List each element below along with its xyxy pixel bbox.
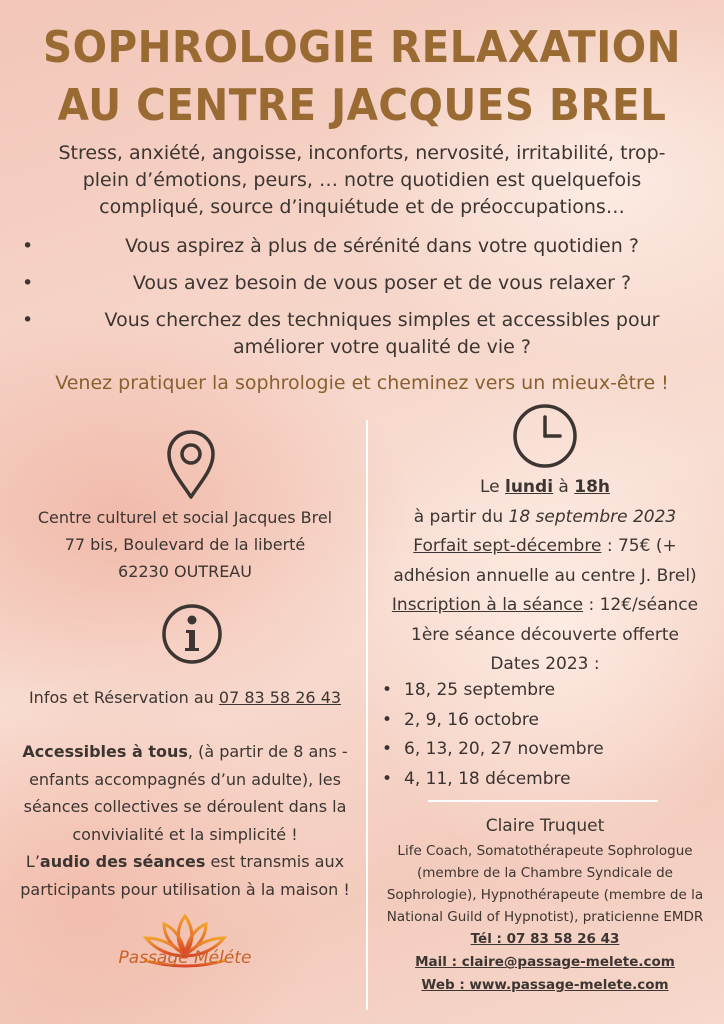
practitioner-name: Claire Truquet	[485, 816, 605, 836]
schedule-text: à partir du	[413, 506, 509, 527]
description-text: séances collectives se déroulent dans la	[23, 797, 347, 816]
address-line: 62230 OUTREAU	[118, 562, 252, 581]
address-line: 77 bis, Boulevard de la liberté	[64, 535, 306, 554]
bio-line: National Guild of Hypnotist), praticienne EMDR	[386, 909, 704, 925]
clock-icon	[512, 403, 578, 469]
logo-text: Passage Méléte	[118, 948, 252, 968]
schedule-text: à	[553, 477, 575, 497]
discovery-offer: 1ère séance découverte offerte	[411, 624, 679, 645]
schedule-time: 18h	[574, 477, 611, 497]
schedule-day: lundi	[505, 477, 554, 497]
address-line: Centre culturel et social Jacques Brel	[37, 508, 333, 527]
list-item-text: Vous avez besoin de vous poser et de vous relaxer ?	[132, 272, 632, 294]
list-item-text: améliorer votre qualité de vie ?	[232, 336, 531, 358]
description-emphasis: audio des séances	[39, 852, 206, 871]
dates-title: Dates 2023 :	[490, 654, 600, 674]
date-text: 6, 13, 20, 27 novembre	[404, 739, 604, 759]
bullet: •	[382, 739, 393, 759]
description-text: , (à partir de 8 ans -	[187, 742, 348, 761]
bullet: •	[382, 680, 393, 700]
list-item	[0, 270, 724, 297]
info-icon	[161, 603, 223, 665]
call-to-action: Venez pratiquer la sophrologie et cheminez vers un mieux-être !	[55, 372, 669, 394]
bullet: •	[22, 309, 34, 331]
list-item	[382, 765, 604, 795]
intro-line: plein d’émotions, peurs, … notre quotidien est quelquefois	[82, 169, 642, 191]
inscription-value: : 12€/séance	[583, 595, 699, 615]
reservation-label: Infos et Réservation au	[28, 688, 219, 707]
intro-line: Stress, anxiété, angoisse, inconforts, nervosité, irritabilité, trop-	[58, 142, 666, 164]
list-item	[382, 676, 604, 706]
bullet: •	[382, 709, 393, 730]
date-text: 18, 25 septembre	[404, 680, 556, 700]
schedule-text: Le	[479, 477, 505, 497]
start-date: 18 septembre 2023	[508, 506, 677, 527]
description-text: enfants accompagnés d’un adulte), les	[29, 769, 341, 789]
reservation-phone-link[interactable]: 07 83 58 26 43	[218, 688, 342, 707]
description-text: est transmis aux	[205, 852, 345, 871]
bullet: •	[22, 272, 34, 294]
address-block	[10, 504, 360, 585]
page-title-line-1: SOPHROLOGIE RELAXATION	[43, 22, 681, 73]
schedule-block	[372, 473, 718, 680]
bio-line: (membre de la Chambre Syndicale de	[417, 865, 673, 881]
list-item-text: Vous cherchez des techniques simples et accessibles pour	[104, 309, 660, 331]
intro-line: compliqué, source d’inquiétude et de préoccupations…	[99, 196, 625, 218]
description-text: L’	[25, 852, 40, 871]
date-text: 4, 11, 18 décembre	[404, 768, 571, 789]
question-list	[0, 233, 724, 361]
phone-link[interactable]: Tél : 07 83 58 26 43	[470, 931, 620, 947]
bullet: •	[382, 768, 393, 789]
email-link[interactable]: Mail : claire@passage-melete.com	[415, 954, 675, 970]
inscription-label: Inscription à la séance	[391, 595, 584, 615]
description-emphasis: Accessibles à tous	[22, 742, 188, 761]
forfait-detail: adhésion annuelle au centre J. Brel)	[393, 565, 697, 586]
intro-paragraph	[18, 140, 706, 221]
description-text: convivialité et la simplicité !	[72, 824, 298, 844]
bio-block	[372, 812, 718, 997]
description-block	[10, 738, 360, 903]
bullet: •	[22, 235, 34, 257]
bio-line: Sophrologie), Hypnothérapeute (membre de la	[386, 887, 704, 903]
reservation-line	[10, 684, 360, 711]
forfait-value: : 75€ (+	[601, 536, 677, 556]
section-divider	[428, 800, 658, 802]
page-title-line-2: AU CENTRE JACQUES BREL	[57, 80, 667, 131]
list-item	[0, 233, 724, 260]
date-text: 2, 9, 16 octobre	[404, 709, 539, 730]
list-item	[0, 307, 724, 361]
list-item	[382, 735, 604, 765]
forfait-label: Forfait sept-décembre	[413, 536, 602, 556]
list-item-text: Vous aspirez à plus de sérénité dans votre quotidien ?	[125, 235, 639, 257]
description-text: participants pour utilisation à la maison !	[20, 879, 350, 899]
column-divider	[366, 420, 368, 1010]
map-pin-icon	[163, 428, 219, 500]
list-item	[382, 706, 604, 736]
bio-line: Life Coach, Somatothérapeute Sophrologue	[397, 843, 693, 859]
website-link[interactable]: Web : www.passage-melete.com	[421, 977, 669, 993]
dates-list	[382, 676, 604, 794]
